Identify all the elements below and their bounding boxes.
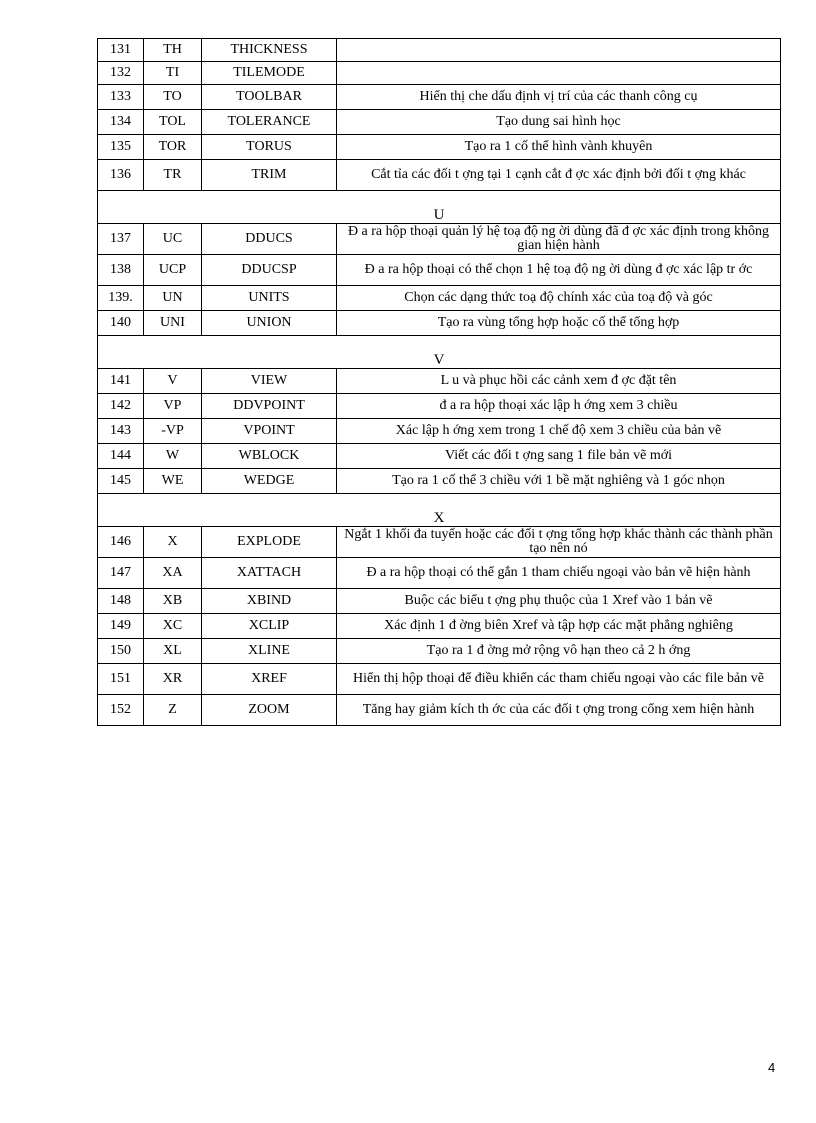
command-cell: XCLIP [202,614,337,639]
alias-cell: WE [144,469,202,494]
table-row [98,369,781,394]
command-cell: TOLERANCE [202,110,337,135]
description-cell: Cắt tỉa các đối t ợng tại 1 cạnh cắt đ ợc xác định bởi đối t ợng khác [337,160,781,191]
row-number: 140 [98,311,144,336]
command-cell: XATTACH [202,558,337,589]
command-cell: DDUCS [202,224,337,255]
alias-cell: TI [144,62,202,85]
row-number: 145 [98,469,144,494]
row-number: 141 [98,369,144,394]
row-number: 139. [98,286,144,311]
command-cell: XBIND [202,589,337,614]
command-cell: ZOOM [202,695,337,726]
row-number: 136 [98,160,144,191]
table-row [98,614,781,639]
alias-cell: X [144,527,202,558]
alias-cell: W [144,444,202,469]
alias-cell: XR [144,664,202,695]
command-cell: WEDGE [202,469,337,494]
command-cell: TOOLBAR [202,85,337,110]
description-cell: Tạo ra vùng tổng hợp hoặc cố thể tổng hợp [337,311,781,336]
row-number: 152 [98,695,144,726]
alias-cell: TOL [144,110,202,135]
row-number: 133 [98,85,144,110]
row-number: 147 [98,558,144,589]
description-cell: Xác lập h ớng xem trong 1 chế độ xem 3 chiều của bản vẽ [337,419,781,444]
description-cell: đ a ra hộp thoại xác lập h ớng xem 3 chiều [337,394,781,419]
row-number: 137 [98,224,144,255]
table-row [98,469,781,494]
alias-cell: Z [144,695,202,726]
command-cell: UNION [202,311,337,336]
row-number: 144 [98,444,144,469]
section-row [98,336,781,369]
table-row [98,224,781,255]
command-cell: THICKNESS [202,39,337,62]
description-cell: Tạo dung sai hình học [337,110,781,135]
row-number: 148 [98,589,144,614]
command-cell: VIEW [202,369,337,394]
alias-cell: XA [144,558,202,589]
description-cell: Xác định 1 đ ờng biên Xref và tập hợp các mặt phẳng nghiêng [337,614,781,639]
table-row [98,558,781,589]
table-row [98,135,781,160]
table-row [98,394,781,419]
alias-cell: TOR [144,135,202,160]
section-letter: V [98,336,781,369]
table-row [98,444,781,469]
command-table-body [98,39,781,726]
alias-cell: TR [144,160,202,191]
command-cell: DDVPOINT [202,394,337,419]
command-cell: XREF [202,664,337,695]
alias-cell: XL [144,639,202,664]
table-row [98,160,781,191]
command-cell: TILEMODE [202,62,337,85]
table-row [98,527,781,558]
alias-cell: XB [144,589,202,614]
section-letter: X [98,494,781,527]
alias-cell: UN [144,286,202,311]
row-number: 135 [98,135,144,160]
command-cell: EXPLODE [202,527,337,558]
alias-cell: UNI [144,311,202,336]
table-row [98,39,781,62]
row-number: 134 [98,110,144,135]
row-number: 142 [98,394,144,419]
row-number: 132 [98,62,144,85]
alias-cell: TH [144,39,202,62]
description-cell: Tạo ra 1 đ ờng mở rộng vô hạn theo cả 2 h ớng [337,639,781,664]
table-row [98,639,781,664]
description-cell: Tạo ra 1 cố thể hình vành khuyên [337,135,781,160]
command-cell: VPOINT [202,419,337,444]
description-cell: Ngắt 1 khối đa tuyến hoặc các đối t ợng tổng hợp khác thành các thành phần tạo nên nó [337,527,781,558]
table-row [98,62,781,85]
row-number: 151 [98,664,144,695]
description-cell: Hiển thị che dấu định vị trí của các thanh công cụ [337,85,781,110]
section-row [98,191,781,224]
command-cell: XLINE [202,639,337,664]
table-row [98,85,781,110]
command-table [97,38,781,726]
description-cell: Viết các đối t ợng sang 1 file bản vẽ mới [337,444,781,469]
alias-cell: VP [144,394,202,419]
row-number: 150 [98,639,144,664]
table-row [98,311,781,336]
command-cell: TORUS [202,135,337,160]
alias-cell: -VP [144,419,202,444]
row-number: 138 [98,255,144,286]
description-cell: Đ a ra hộp thoại có thể chọn 1 hệ toạ độ ng ời dùng đ ợc xác lập tr ớc [337,255,781,286]
table-row [98,419,781,444]
description-cell: L u và phục hồi các cảnh xem đ ợc đặt tên [337,369,781,394]
command-cell: WBLOCK [202,444,337,469]
alias-cell: UCP [144,255,202,286]
row-number: 131 [98,39,144,62]
command-cell: DDUCSP [202,255,337,286]
alias-cell: V [144,369,202,394]
table-row [98,255,781,286]
table-row [98,589,781,614]
table-row [98,664,781,695]
table-row [98,110,781,135]
alias-cell: UC [144,224,202,255]
row-number: 149 [98,614,144,639]
page-number: 4 [768,1060,776,1075]
alias-cell: TO [144,85,202,110]
description-cell: Đ a ra hộp thoại có thể gắn 1 tham chiếu ngoại vào bản vẽ hiện hành [337,558,781,589]
description-cell: Đ a ra hộp thoại quản lý hệ toạ độ ng ời dùng đã đ ợc xác định trong không gian hiện hành [337,224,781,255]
description-cell: Tạo ra 1 cố thể 3 chiều với 1 bề mặt nghiêng và 1 góc nhọn [337,469,781,494]
section-row [98,494,781,527]
description-cell [337,39,781,62]
section-letter: U [98,191,781,224]
command-cell: TRIM [202,160,337,191]
row-number: 146 [98,527,144,558]
description-cell: Tăng hay giảm kích th ớc của các đối t ợng trong cổng xem hiện hành [337,695,781,726]
row-number: 143 [98,419,144,444]
table-row [98,695,781,726]
description-cell: Hiển thị hộp thoại để điều khiển các tham chiếu ngoại vào các file bản vẽ [337,664,781,695]
description-cell: Buộc các biểu t ợng phụ thuộc của 1 Xref vào 1 bản vẽ [337,589,781,614]
table-row [98,286,781,311]
alias-cell: XC [144,614,202,639]
description-cell: Chọn các dạng thức toạ độ chính xác của toạ độ và góc [337,286,781,311]
command-cell: UNITS [202,286,337,311]
description-cell [337,62,781,85]
